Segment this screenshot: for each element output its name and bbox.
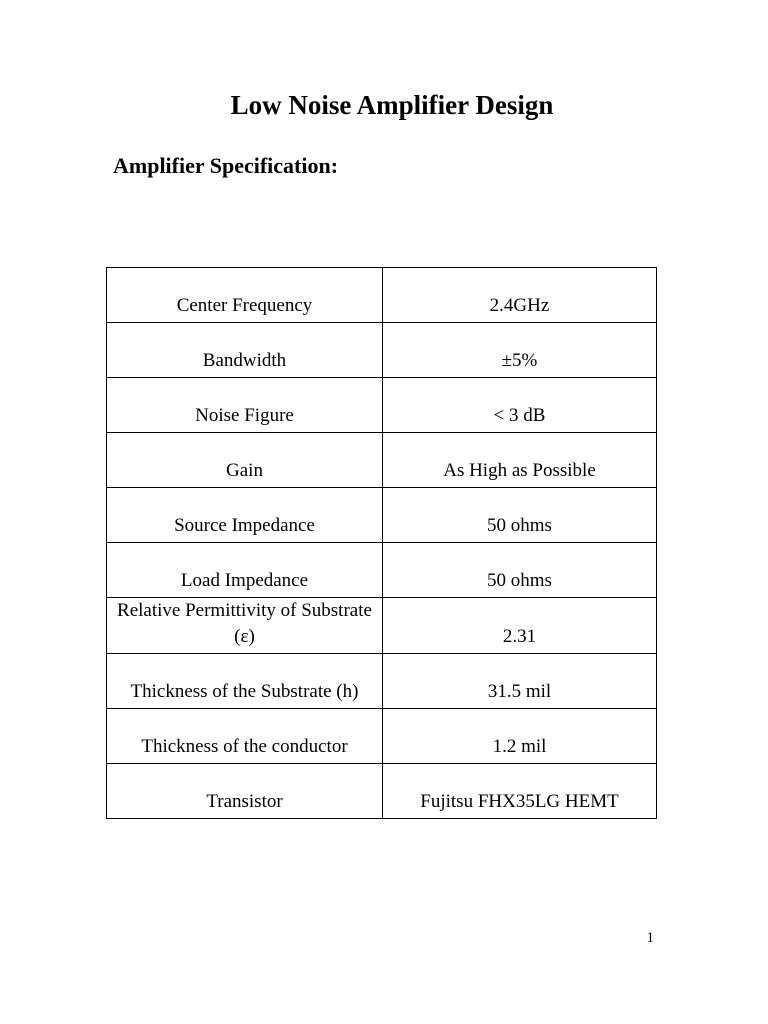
table-row (107, 488, 657, 543)
table-row (107, 378, 657, 433)
param-cell: Noise Figure (107, 378, 383, 433)
param-cell: Bandwidth (107, 323, 383, 378)
param-cell: Load Impedance (107, 543, 383, 598)
value-cell: 31.5 mil (383, 654, 657, 709)
table-row (107, 268, 657, 323)
table-row (107, 598, 657, 654)
value-cell: Fujitsu FHX35LG HEMT (383, 764, 657, 819)
table-row (107, 764, 657, 819)
value-cell: 50 ohms (383, 543, 657, 598)
param-cell: Gain (107, 433, 383, 488)
param-cell: Transistor (107, 764, 383, 819)
value-cell: 1.2 mil (383, 709, 657, 764)
table-row (107, 543, 657, 598)
page-title: Low Noise Amplifier Design (230, 90, 554, 120)
param-cell: Thickness of the conductor (107, 709, 383, 764)
table-row (107, 433, 657, 488)
section-heading: Amplifier Specification: (113, 153, 339, 178)
page-number: 1 (646, 930, 654, 946)
table-row (107, 709, 657, 764)
value-cell: < 3 dB (383, 378, 657, 433)
value-cell: 2.4GHz (383, 268, 657, 323)
value-cell: 50 ohms (383, 488, 657, 543)
value-cell: ±5% (383, 323, 657, 378)
param-cell: Source Impedance (107, 488, 383, 543)
table-row (107, 654, 657, 709)
spec-table (106, 267, 657, 819)
value-cell: As High as Possible (383, 433, 657, 488)
param-cell: Center Frequency (107, 268, 383, 323)
value-cell: 2.31 (383, 598, 657, 654)
param-cell: Relative Permittivity of Substrate (ε) (107, 598, 383, 654)
table-row (107, 323, 657, 378)
param-cell: Thickness of the Substrate (h) (107, 654, 383, 709)
